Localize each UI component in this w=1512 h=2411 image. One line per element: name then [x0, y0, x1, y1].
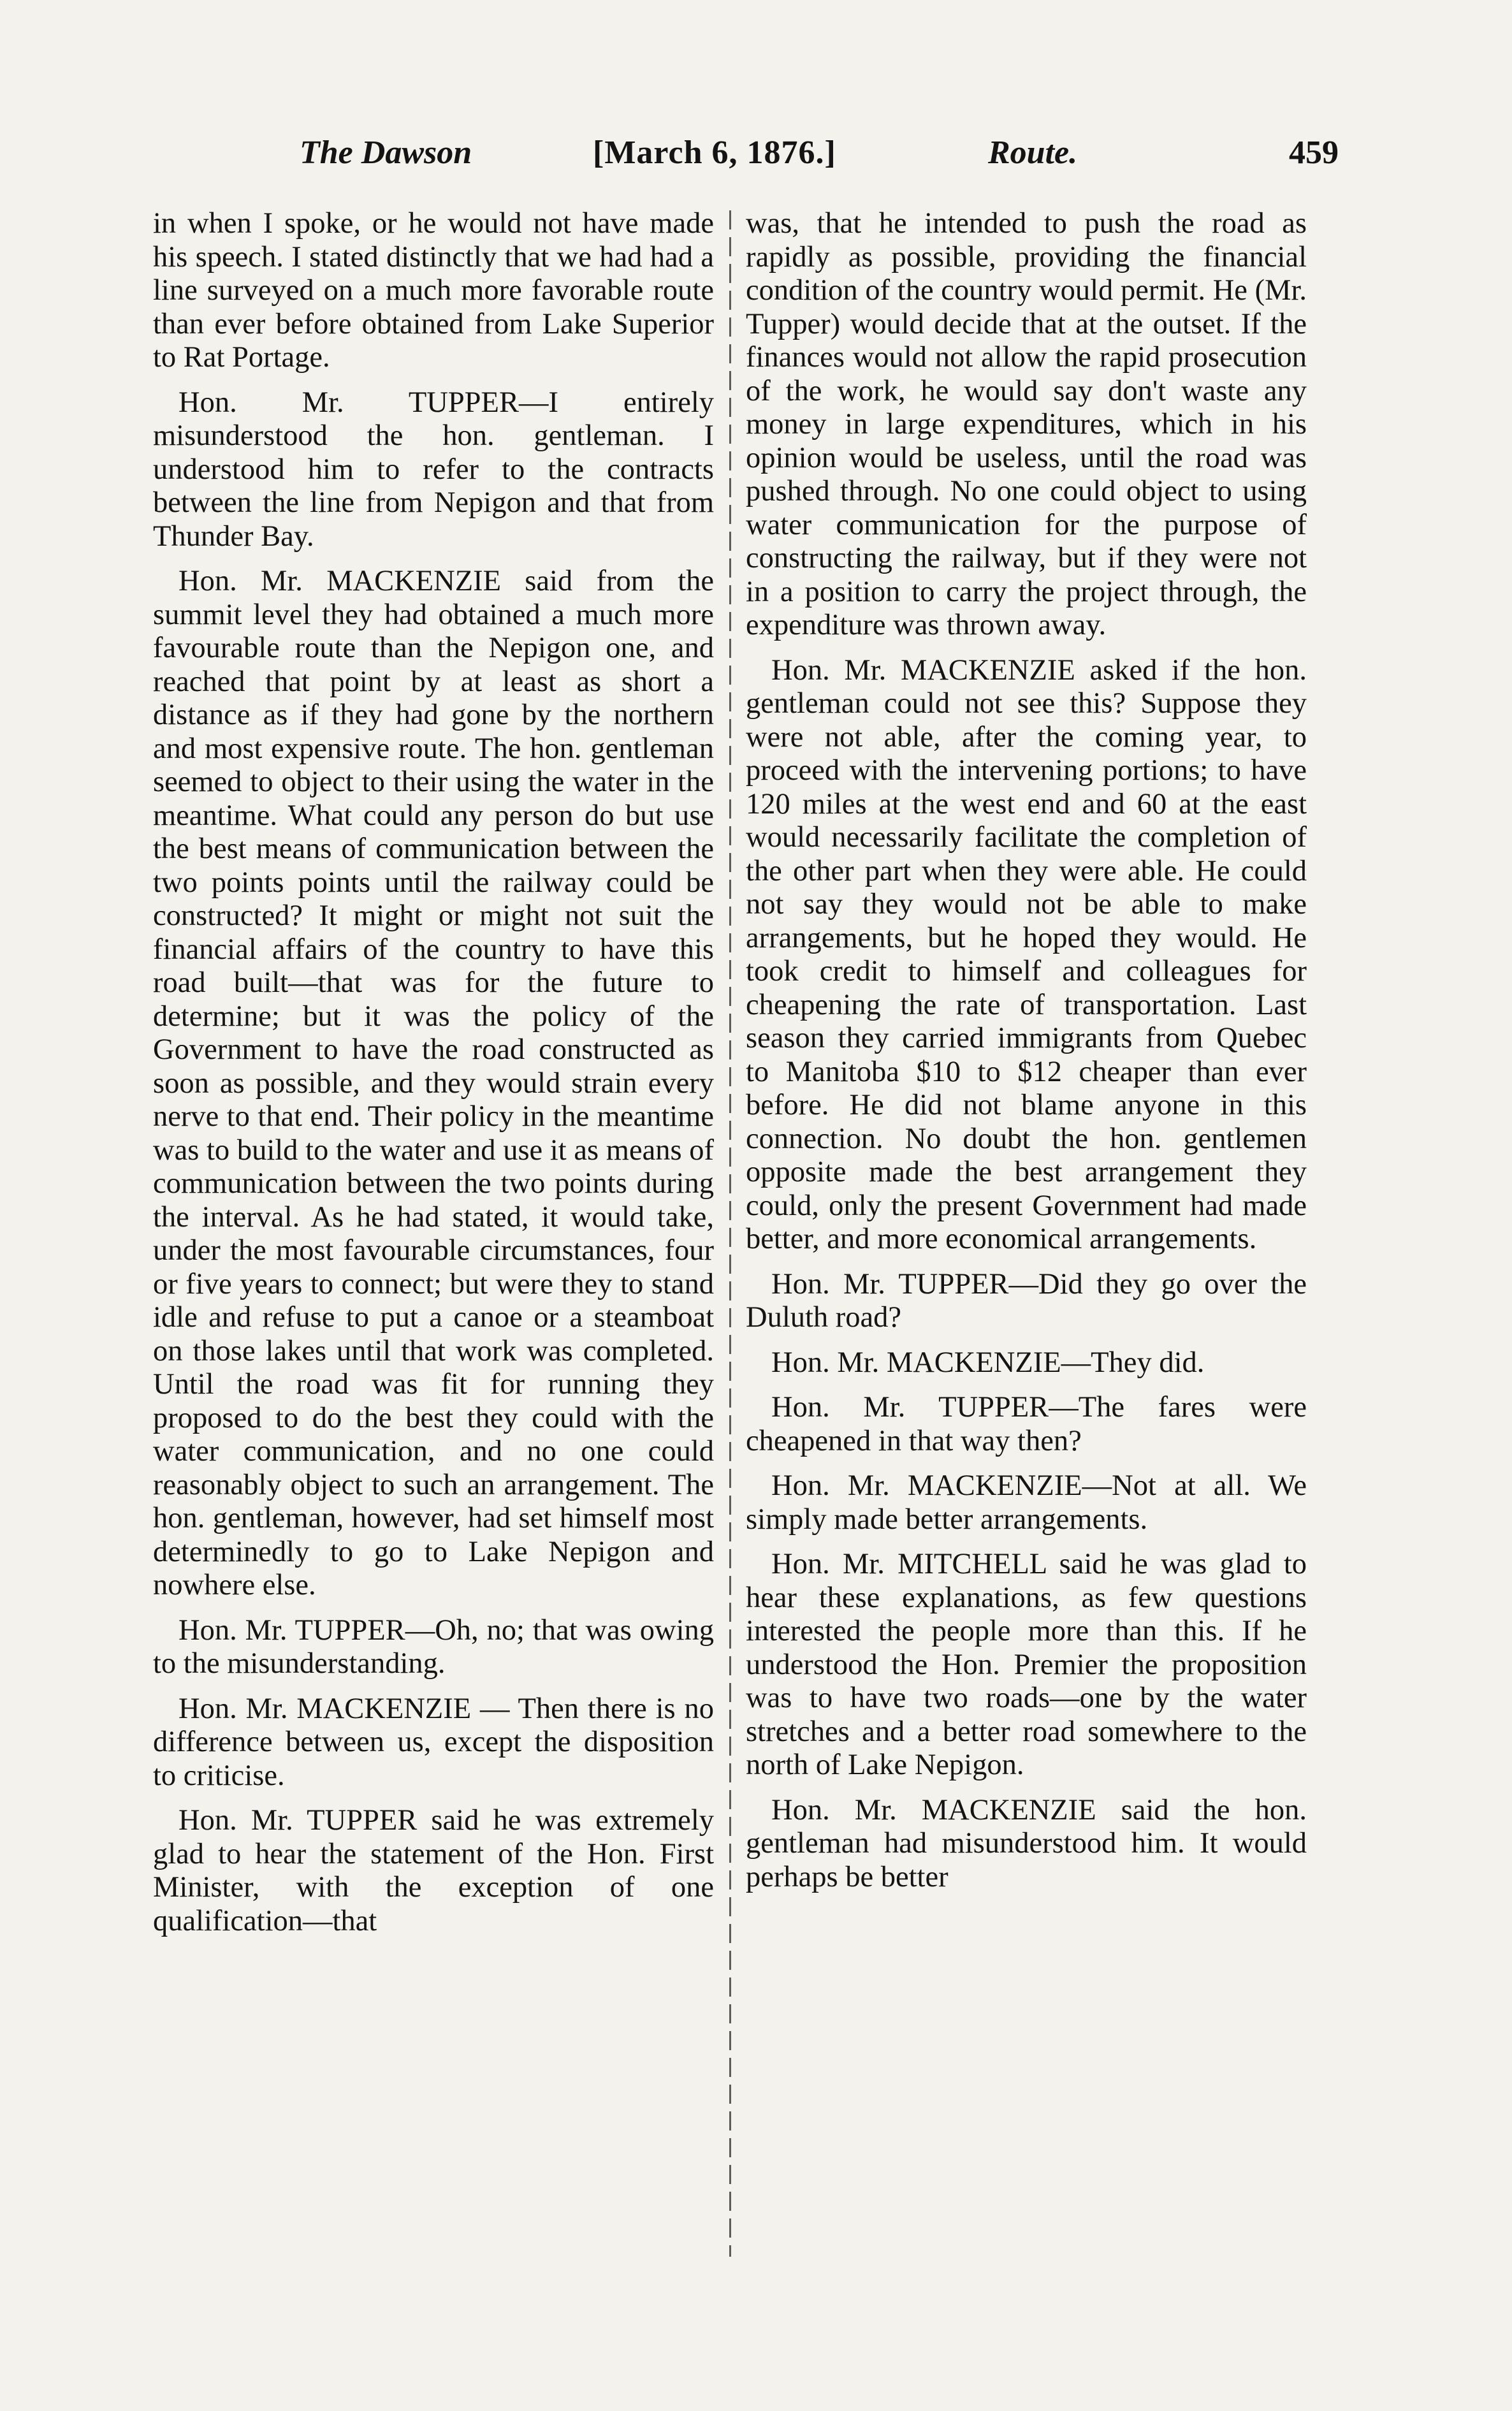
paragraph: Hon. Mr. TUPPER—I entirely misunderstood the hon. gentleman. I understood him to refer to the contracts between the line from Nepigon and that from Thunder Bay.	[153, 386, 714, 553]
paragraph: was, that he intended to push the road as rapidly as possible, providing the financial condition of the country would permit. He (Mr. Tupper) would decide that at the outset. If the finances would not allow the rapid prosecution of the work, he would say don't waste any money in large expenditures, which in his opinion would be useless, until the road was pushed through. No one could object to using water communication for the purpose of constructing the railway, but if they were not in a position to carry the project through, the expenditure was thrown away.	[746, 207, 1307, 641]
paragraph: Hon. Mr. MACKENZIE—Not at all. We simply made better arrangements.	[746, 1469, 1307, 1536]
page-number: 459	[1289, 135, 1339, 171]
header-title-right: Route.	[988, 135, 1078, 171]
paragraph: Hon. Mr. MACKENZIE — Then there is no difference between us, except the disposition to criticise.	[153, 1692, 714, 1792]
header-date: [March 6, 1876.]	[593, 135, 836, 171]
header-title-left: The Dawson	[300, 135, 472, 171]
running-header	[153, 134, 1339, 191]
paragraph: Hon. Mr. MITCHELL said he was glad to hear these explanations, as few questions interested the people more than this. If he understood the Hon. Premier the proposition was to have two roads—one by the water stretches and a better road somewhere to the north of Lake Nepigon.	[746, 1548, 1307, 1781]
paragraph: Hon. Mr. TUPPER—Did they go over the Duluth road?	[746, 1267, 1307, 1334]
paragraph: in when I spoke, or he would not have made his speech. I stated distinctly that we had had a line surveyed on a much more favorable route than ever before obtained from Lake Superior to Rat Portage.	[153, 207, 714, 374]
paragraph: Hon. Mr. MACKENZIE—They did.	[771, 1346, 1205, 1379]
paragraph: Hon. Mr. TUPPER—Oh, no; that was owing to the misunderstanding.	[153, 1613, 714, 1680]
left-column	[153, 207, 714, 1949]
right-column	[746, 207, 1307, 1905]
column-divider	[729, 210, 731, 2257]
paragraph: Hon. Mr. TUPPER—The fares were cheapened in that way then?	[746, 1391, 1307, 1457]
paragraph: Hon. Mr. TUPPER said he was extremely glad to hear the statement of the Hon. First Minister, with the exception of one qualification—that	[153, 1804, 714, 1937]
paragraph: Hon. Mr. MACKENZIE said the hon. gentleman had misunderstood him. It would perhaps be better	[746, 1793, 1307, 1893]
paragraph: Hon. Mr. MACKENZIE said from the summit level they had obtained a much more favourable route than the Nepigon one, and reached that point by at least as short a distance as if they had gone by the northern and most expensive route. The hon. gentleman seemed to object to their using the water in the meantime. What could any person do but use the best means of communication between the two points points until the railway could be constructed? It might or might not suit the financial affairs of the country to have this road built—that was for the future to determine; but it was the policy of the Government to have the road constructed as soon as possible, and they would strain every nerve to that end. Their policy in the meantime was to build to the water and use it as means of communication between the two points during the interval. As he had stated, it would take, under the most favourable circumstances, four or five years to connect; but were they to stand idle and refuse to put a canoe or a steamboat on those lakes until that work was completed. Until the road was fit for running they proposed to do the best they could with the water communication, and no one could reasonably object to such an arrangement. The hon. gentleman, however, had set himself most determinedly to go to Lake Nepigon and nowhere else.	[153, 565, 714, 1601]
paragraph: Hon. Mr. MACKENZIE asked if the hon. gentleman could not see this? Suppose they were not able, after the coming year, to proceed with the intervening portions; to have 120 miles at the west end and 60 at the east would necessarily facilitate the completion of the other part when they were able. He could not say they would not be able to make arrangements, but he hoped they would. He took credit to himself and colleagues for cheapening the rate of transportation. Last season they carried immigrants from Quebec to Manitoba $10 to $12 cheaper than ever before. He did not blame anyone in this connection. No doubt the hon. gentlemen opposite made the best arrangement they could, only the present Government had made better, and more economical arrangements.	[746, 653, 1307, 1255]
